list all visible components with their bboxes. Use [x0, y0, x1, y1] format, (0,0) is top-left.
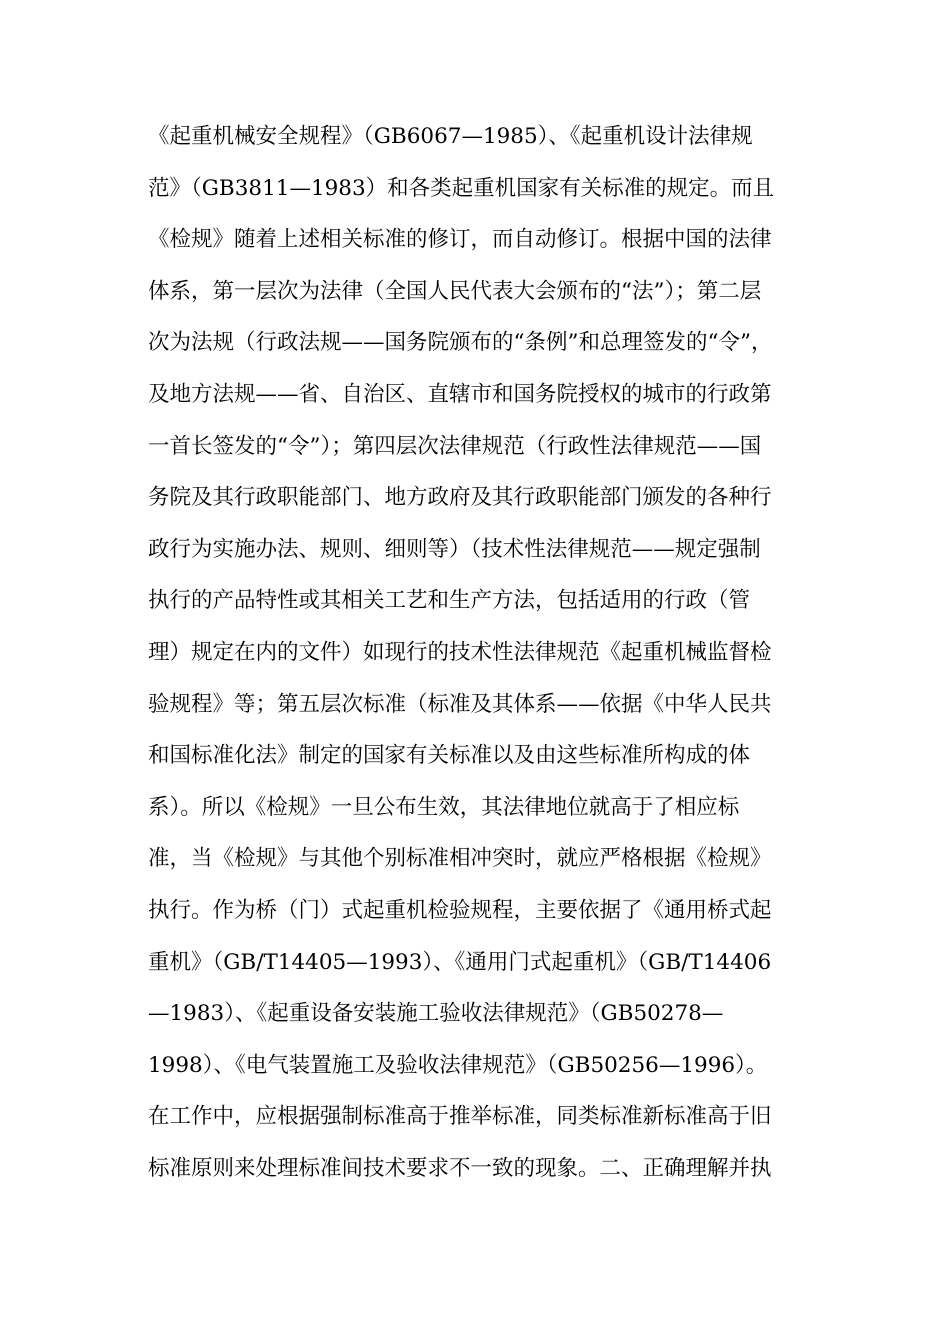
- text-line: 执行。作为桥（门）式起重机检验规程，主要依据了《通用桥式起: [148, 897, 772, 923]
- text-line: 《起重机械安全规程》（GB6067—1985）、《起重机设计法律规: [148, 124, 753, 149]
- text-line: 和国标准化法》制定的国家有关标准以及由这些标准所构成的体: [148, 743, 751, 769]
- text-line: 体系，第一层次为法律（全国人民代表大会颁布的“法”）；第二层: [148, 278, 762, 304]
- text-line: 及地方法规——省、自治区、直辖市和国务院授权的城市的行政第: [148, 381, 772, 407]
- text-line: 标准原则来处理标准间技术要求不一致的现象。二、正确理解并执: [148, 1155, 772, 1181]
- text-line: 《检规》随着上述相关标准的修订，而自动修订。根据中国的法律: [148, 227, 772, 253]
- text-line: 在工作中，应根据强制标准高于推举标准，同类标准新标准高于旧: [148, 1104, 772, 1130]
- text-line: 1998）、《电气装置施工及验收法律规范》（GB50256—1996）。: [148, 1052, 768, 1078]
- text-line: 政行为实施办法、规则、细则等）（技术性法律规范——规定强制: [148, 536, 761, 562]
- text-line: 务院及其行政职能部门、地方政府及其行政职能部门颁发的各种行: [148, 485, 772, 511]
- text-line: 次为法规（行政法规——国务院颁布的“条例”和总理签发的“令”，: [148, 330, 773, 356]
- text-line: 验规程》等；第五层次标准（标准及其体系——依据《中华人民共: [148, 691, 772, 717]
- text-line: 准，当《检规》与其他个别标准相冲突时，就应严格根据《检规》: [148, 846, 772, 872]
- text-line: 重机》（GB/T14405—1993）、《通用门式起重机》（GB/T14406: [148, 949, 772, 975]
- text-line: 执行的产品特性或其相关工艺和生产方法，包括适用的行政（管: [148, 588, 751, 614]
- text-line: 理）规定在内的文件）如现行的技术性法律规范《起重机械监督检: [148, 639, 772, 665]
- body-text: [148, 111, 808, 1194]
- text-line: 系）。所以《检规》一旦公布生效，其法律地位就高于了相应标: [148, 794, 740, 820]
- text-line: 一首长签发的“令”）；第四层次法律规范（行政性法律规范——国: [148, 433, 762, 459]
- text-line: 范》（GB3811—1983）和各类起重机国家有关标准的规定。而且: [148, 175, 775, 201]
- text-line: —1983）、《起重设备安装施工验收法律规范》（GB50278—: [148, 1001, 724, 1027]
